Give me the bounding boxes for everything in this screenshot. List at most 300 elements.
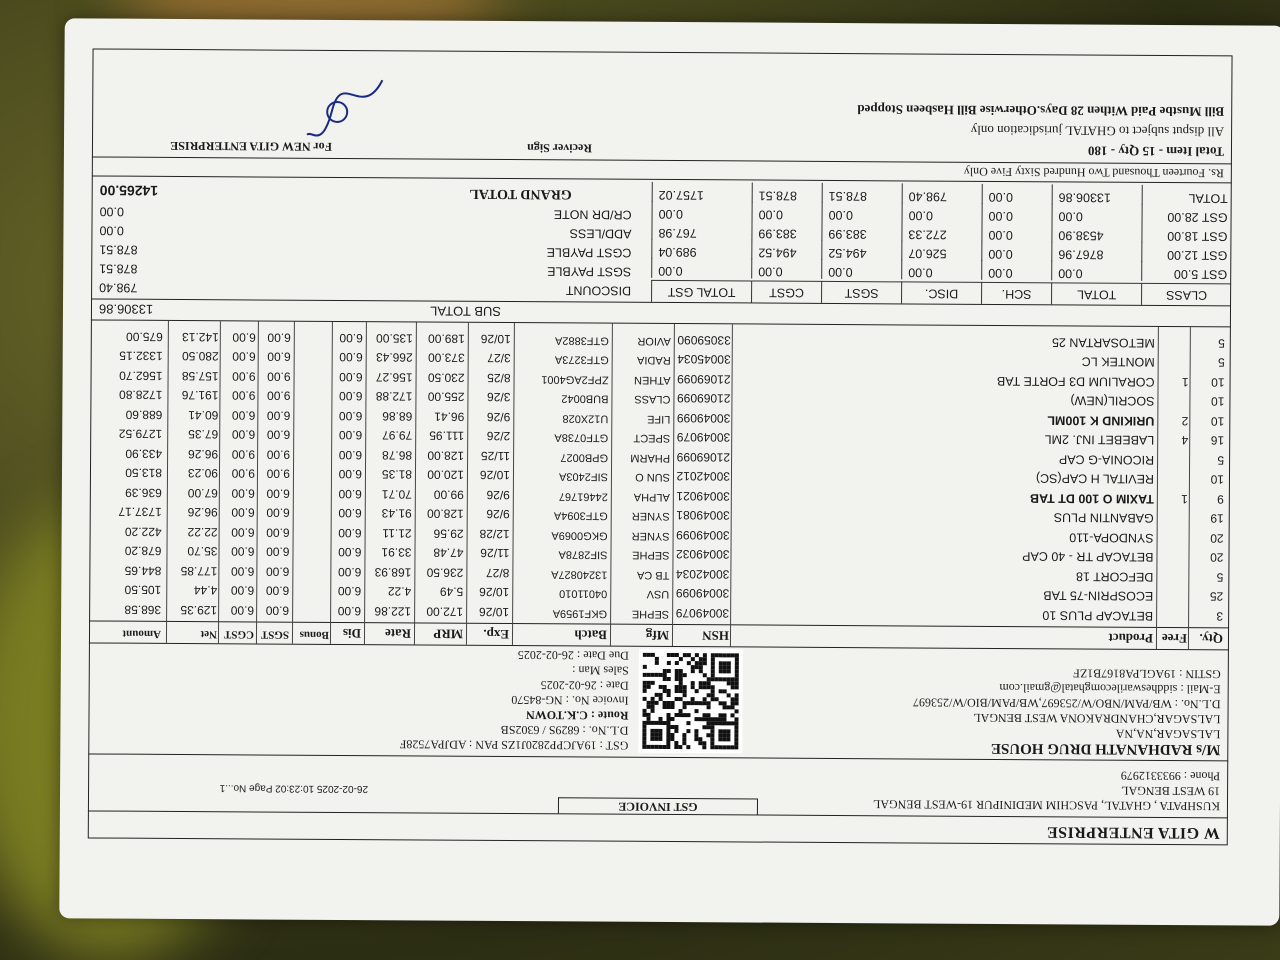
cell-exp: 11/25 [480, 448, 511, 464]
cell-batch: SIF2403A [559, 470, 609, 484]
cell-free: 2 [1181, 414, 1189, 429]
cell-net: 90.23 [187, 466, 219, 481]
gst-cell-tgst: 767.98 [651, 220, 751, 241]
cell-cgst: 9.00 [231, 447, 256, 462]
cell-qty: 9 [1217, 492, 1224, 507]
cell-net: 280.50 [181, 349, 219, 364]
cell-exp: 8/27 [485, 565, 510, 581]
cell-mfg: PHARM [630, 451, 671, 464]
cell-cgst: 6.00 [230, 603, 255, 618]
cell-cgst: 6.00 [231, 427, 256, 442]
cell-dis: 6.00 [338, 506, 362, 521]
cell-product: METOSARTAN 25 [1051, 335, 1155, 350]
cell-product: SOCRIL(NEW) [1070, 393, 1155, 409]
cell-exp: 9/26 [486, 507, 510, 522]
cell-qty: 16 [1210, 433, 1225, 448]
cell-exp: 9/26 [486, 409, 511, 425]
cell-hsn: 21069099 [677, 391, 731, 406]
gst-cell-cls: GST 12.00 [1141, 242, 1231, 263]
gst-cell-sgst: 0.00 [822, 202, 902, 222]
cell-batch: GKG0069A [551, 529, 608, 542]
cell-batch: GKF1959A [552, 607, 608, 620]
firm-email: E-Mail : siddheswarilecomghatal@gmail.com [999, 681, 1221, 697]
cell-cgst: 6.00 [231, 408, 256, 423]
cell-sgst: 6.00 [267, 330, 291, 345]
cell-batch: GTF3094A [553, 509, 608, 523]
cell-net: 4.44 [193, 583, 218, 598]
cell-mrp: 172.00 [426, 604, 464, 619]
cell-mrp: 5.49 [439, 585, 464, 600]
cell-dis: 6.00 [338, 486, 362, 502]
cell-rate: 156.27 [375, 370, 413, 385]
cell-rate: 266.43 [375, 350, 413, 365]
party-address-1: LALSAGAR,NA,NA [1115, 726, 1221, 742]
cell-amount: 678.20 [124, 544, 162, 559]
cell-mfg: SPECT [633, 432, 671, 445]
cell-cgst: 6.00 [230, 564, 255, 579]
column-header: CGST [223, 628, 255, 641]
invoice [88, 48, 1233, 845]
cell-dis: 6.00 [338, 408, 363, 424]
column-header: Batch [574, 627, 608, 643]
firm-dl-no: D.L.No. : WB/PAM/NBO/W/253697,WB/PAM/BIO/W/253697 [912, 695, 1221, 712]
cell-hsn: 21069099 [677, 372, 731, 387]
cell-amount: 1332.15 [119, 349, 163, 364]
cell-mfg: SEPHE [632, 549, 670, 562]
cell-qty: 10 [1211, 375, 1225, 390]
cell-mrp: 236.50 [426, 565, 464, 580]
cell-product: RICONIA-G CAP [1058, 452, 1155, 467]
gst-cell-sch: 0.00 [981, 241, 1051, 261]
party-details [913, 664, 1221, 756]
cell-rate: 68.86 [382, 409, 413, 424]
cell-amount: 422.20 [124, 524, 162, 539]
cell-net: 67.00 [187, 486, 218, 501]
sub-total-value: 13306.86 [98, 301, 154, 317]
cell-mrp: 230.50 [427, 370, 465, 385]
cell-cgst: 6.00 [230, 583, 255, 598]
column-header: Mfg [645, 627, 670, 643]
route: Route : C.K.TOWN [526, 708, 629, 723]
cell-mrp: 29.56 [433, 526, 464, 541]
cell-hsn: 30049099 [675, 586, 730, 601]
column-header: SGST [260, 628, 290, 641]
cell-qty: 10 [1211, 394, 1225, 409]
cell-net: 60.41 [188, 408, 219, 423]
gst-cell-total: 13306.86 [1052, 184, 1142, 205]
gst-cell-cls: GST 28.00 [1142, 204, 1232, 225]
gst-column-header: SCH. [981, 282, 1051, 304]
column-header: Exp. [483, 626, 510, 643]
cell-amount: 1562.70 [119, 368, 163, 383]
gst-cell-sgst: 383.99 [821, 221, 901, 241]
cell-net: 96.26 [188, 447, 219, 462]
cell-exp: 10/26 [479, 468, 511, 483]
summary-value: 798.40 [99, 280, 138, 295]
amount-in-words: Rs. Fourteen Thousand Two Hundred Sixty Five Only [92, 156, 1232, 183]
gst-cell-sch: 0.00 [981, 260, 1051, 280]
cell-sgst: 9.00 [266, 467, 291, 482]
cell-hsn: 30049079 [675, 606, 730, 621]
cell-cgst: 9.00 [232, 369, 256, 384]
cell-sgst: 6.00 [266, 486, 290, 501]
cell-mrp: 373.00 [427, 351, 465, 366]
cell-net: 35.70 [187, 544, 218, 559]
handwritten-signature [302, 70, 392, 141]
cell-product: REVITAL H CAP(SC) [1035, 471, 1155, 487]
cell-qty: 19 [1210, 511, 1224, 526]
cell-product: CORALIUM D3 FORTE TAB [996, 373, 1155, 389]
cell-dis: 6.00 [338, 545, 362, 560]
cell-rate: 21.11 [382, 526, 412, 541]
gst-cell-disc: 526.07 [901, 240, 981, 260]
cell-mfg: USV [646, 588, 670, 601]
cell-batch: U12X028 [562, 412, 609, 425]
cell-dis: 6.00 [339, 330, 363, 346]
cell-amount: 1279.52 [118, 427, 163, 442]
cell-cgst: 9.00 [232, 388, 256, 403]
cell-net: 67.35 [188, 427, 219, 442]
cell-exp: 8/25 [487, 370, 511, 386]
cell-exp: 12/28 [479, 526, 510, 542]
cell-mrp: 128.00 [427, 448, 465, 463]
cell-product: TAXIM O 100 DT TAB [1029, 491, 1154, 506]
cell-product: SYNDOPA-110 [1069, 530, 1154, 545]
cell-mrp: 99.00 [433, 487, 464, 502]
summary-label: ADD/LESS [569, 226, 632, 241]
gst-cell-sgst: 494.52 [821, 240, 901, 260]
cell-free: 1 [1181, 375, 1189, 390]
cell-exp: 11/26 [480, 546, 510, 561]
column-header: Qty. [1199, 631, 1224, 647]
summary-label: CR/DR NOTE [553, 207, 632, 222]
cell-net: 142.13 [182, 330, 219, 345]
cell-batch: ZPF2AG4001 [541, 373, 609, 386]
party-dl: D.L.No. : 6829S / 6302SB [500, 722, 629, 738]
cell-rate: 122.86 [374, 604, 412, 619]
cell-hsn: 30042034 [675, 567, 730, 582]
cell-free: 1 [1181, 492, 1188, 507]
cell-dis: 6.00 [337, 564, 362, 580]
gst-summary-table [91, 178, 1232, 305]
gst-column-header: TOTAL GST [651, 280, 751, 303]
cell-free: 4 [1181, 433, 1189, 448]
cell-product: URIKIND K 100ML [1047, 413, 1155, 428]
cell-mrp: 128.00 [426, 507, 464, 522]
invoice-paper [59, 18, 1280, 925]
cell-qty: 5 [1218, 336, 1225, 351]
cell-qty: 10 [1210, 414, 1225, 429]
cell-mrp: 189.00 [428, 331, 465, 346]
cell-sgst: 6.00 [266, 506, 290, 521]
receiver-sign: Reciver Sign [527, 141, 593, 156]
cell-cgst: 6.00 [231, 525, 255, 540]
cell-mfg: SUN O [635, 471, 671, 484]
cell-net: 191.76 [181, 388, 219, 403]
cell-hsn: 30049099 [676, 528, 730, 543]
cell-batch: GTF3882A [554, 334, 609, 347]
cell-batch: GPB0027 [560, 451, 609, 464]
cell-hsn: 30049079 [676, 430, 731, 445]
doc-title: GST INVOICE [558, 797, 758, 814]
gst-cell-tgst: 1757.02 [652, 182, 752, 203]
cell-cgst: 6.00 [232, 330, 256, 345]
cell-mrp: 255.00 [427, 390, 465, 405]
column-header: Amount [122, 627, 162, 640]
grand-total-label: GRAND TOTAL [469, 185, 572, 202]
cell-product: BETACAP TR - 40 CAP [1022, 549, 1154, 565]
party-address-2: LALSAGAR,CHANDRAKONA WEST BENGAL [973, 710, 1221, 727]
cell-sgst: 9.00 [266, 447, 291, 462]
cell-hsn: 30042012 [676, 469, 731, 484]
firm-state: 19 WEST BENGAL [1121, 783, 1221, 799]
cell-hsn: 33059090 [677, 333, 731, 348]
cell-net: 157.58 [181, 369, 219, 384]
cell-sgst: 6.00 [265, 564, 290, 579]
party-section [88, 642, 1229, 761]
cell-rate: 33.91 [381, 545, 412, 560]
party-name: M/s RADHANATH DRUG HOUSE [990, 739, 1221, 758]
firm-address-block [873, 766, 1220, 813]
cell-product: BETACAP PLUS 10 [1042, 608, 1154, 623]
qr-code [638, 649, 743, 754]
invoice-date: Date : 26-02-2025 [540, 678, 629, 693]
cell-amount: 688.60 [125, 407, 163, 422]
cell-product: ECOSPRIN-75 TAB [1043, 588, 1154, 604]
gst-column-header: CLASS [1141, 283, 1231, 306]
gst-cell-cls: TOTAL [1142, 185, 1232, 206]
gst-cell-disc: 272.33 [901, 221, 981, 241]
gst-column-header: TOTAL [1051, 282, 1141, 305]
cell-qty: 3 [1216, 609, 1224, 624]
cell-mrp: 120.00 [427, 468, 465, 483]
cell-product: LABEBET INJ. 2ML [1044, 432, 1155, 448]
cell-mrp: 47.48 [433, 546, 464, 561]
gst-cell-sch: 0.00 [982, 184, 1052, 204]
cell-cgst: 6.00 [231, 486, 255, 501]
grand-total-value: 14265.00 [99, 182, 159, 199]
cell-mrp: 96.41 [434, 409, 465, 424]
cell-batch: 24461767 [558, 490, 608, 503]
gst-cell-sgst: 0.00 [821, 259, 901, 279]
cell-qty: 20 [1210, 531, 1224, 546]
cell-qty: 25 [1209, 589, 1224, 604]
cell-cgst: 6.00 [231, 505, 255, 520]
column-header: Product [1108, 630, 1154, 646]
firm-phone: Phone : 9933312979 [1120, 768, 1221, 784]
cell-batch: GTF3273A [554, 353, 609, 367]
firm-name: W GITA ENTERPRISE [88, 810, 1228, 845]
gst-column-header: CGST [751, 280, 821, 302]
party-gst: GST : 19AJCPP2820J1ZS PAN : ADJPA7528F [399, 737, 629, 753]
cell-cgst: 9.00 [231, 466, 256, 481]
cell-amount: 844.65 [124, 563, 162, 578]
cell-cgst: 6.00 [232, 349, 256, 364]
cell-dis: 6.00 [337, 603, 362, 619]
for-firm-sign: For NEW GITA ENTERPRISE [170, 138, 333, 154]
cell-dis: 6.00 [337, 584, 362, 599]
summary-value: 0.00 [99, 204, 124, 219]
cell-rate: 86.78 [382, 448, 413, 463]
gst-cell-tgst: 989.04 [651, 239, 751, 260]
column-header: Rate [384, 626, 412, 642]
cell-product: GABANTIN PLUS [1053, 510, 1154, 526]
gst-cell-sch: 0.00 [982, 203, 1052, 223]
cell-rate: 172.88 [375, 389, 413, 404]
cell-mfg: SEPHE [631, 607, 670, 620]
cell-batch: GTF0738A [554, 431, 609, 445]
cell-amount: 433.90 [125, 446, 163, 461]
cell-batch: SIF2878A [558, 548, 608, 562]
gst-cell-cgst: 383.99 [751, 220, 821, 240]
cell-rate: 70.71 [381, 487, 412, 502]
cell-rate: 168.93 [374, 565, 412, 580]
gst-cell-cgst: 878.51 [752, 182, 822, 202]
summary-value: 0.00 [99, 223, 124, 238]
column-header: MRP [433, 626, 464, 642]
cell-sgst: 6.00 [265, 584, 290, 599]
sub-total-label: SUB TOTAL [430, 303, 502, 319]
gst-cell-total: 0.00 [1051, 260, 1141, 281]
cell-mfg: TB CA [636, 568, 670, 581]
summary-value: 878.51 [99, 242, 138, 257]
gst-cell-total: 4538.90 [1051, 222, 1141, 243]
gst-cell-sch: 0.00 [981, 222, 1051, 242]
cell-mfg: LIFE [647, 412, 671, 425]
cell-sgst: 9.00 [267, 369, 291, 384]
cell-dis: 6.00 [339, 350, 363, 365]
sales-man: Sales Man : [572, 663, 629, 678]
cell-exp: 3/26 [487, 390, 511, 405]
cell-exp: 10/26 [479, 585, 510, 600]
totals-line: Total Item - 15 Qty - 180 [1087, 143, 1225, 160]
cell-dis: 6.00 [339, 369, 363, 385]
cell-mfg: ATHEN [634, 373, 671, 386]
gst-cell-disc: 798.40 [902, 183, 982, 203]
footer-terms [857, 99, 1224, 161]
firm-gstin: GSTIN : 19AGLPA8167B1ZF [1073, 666, 1221, 682]
cell-exp: 9/26 [486, 487, 510, 503]
cell-hsn: 21069099 [676, 450, 731, 465]
cell-dis: 6.00 [338, 447, 363, 463]
cell-dis: 6.00 [339, 389, 363, 404]
cell-rate: 91.43 [381, 506, 412, 521]
cell-rate: 81.35 [381, 467, 413, 482]
gst-cell-disc: 0.00 [901, 259, 981, 279]
cell-rate: 4.22 [387, 584, 412, 599]
gst-cell-cgst: 494.52 [751, 239, 821, 259]
summary-label: DISCOUNT [565, 283, 632, 298]
cell-dis: 6.00 [338, 525, 362, 541]
column-header: HSN [702, 628, 730, 644]
gst-cell-total: 8767.96 [1051, 241, 1141, 262]
print-timestamp: 26-02-2025 10:23:02 Page No...1 [219, 782, 369, 795]
gst-cell-cls: GST 18.00 [1141, 223, 1231, 244]
cell-dis: 6.00 [338, 428, 363, 443]
cell-sgst: 6.00 [265, 603, 290, 618]
cell-amount: 105.50 [124, 583, 162, 598]
cell-dis: 6.00 [338, 467, 363, 482]
cell-sgst: 6.00 [266, 408, 291, 423]
cell-qty: 5 [1217, 355, 1225, 370]
gst-cell-cls: GST 5.00 [1141, 261, 1231, 282]
cell-mfg: RADIA [637, 354, 671, 367]
gst-column-header: SGST [821, 281, 901, 303]
terms-payment: Bill Mustbe Paid Withen 28 Days.Otherwise Bill Hasbeen Stopped [857, 102, 1225, 120]
cell-qty: 20 [1210, 550, 1224, 565]
firm-address: KUSHPATA , GHATAL, PASCHIM MEDINIPUR 19-WEST BENGAL [872, 797, 1221, 814]
cell-amount: 813.50 [125, 466, 163, 481]
cell-rate: 79.97 [382, 428, 413, 443]
cell-sgst: 6.00 [266, 545, 290, 560]
cell-amount: 1737.17 [118, 505, 162, 520]
cell-mrp: 111.95 [429, 429, 465, 444]
cell-sgst: 6.00 [266, 525, 290, 540]
cell-product: MONTEK LC [1081, 355, 1155, 370]
gst-cell-cgst: 0.00 [752, 201, 822, 221]
cell-sgst: 6.00 [267, 350, 291, 365]
gst-cell-total: 0.00 [1052, 203, 1142, 224]
cell-hsn: 30049032 [676, 547, 730, 562]
invoice-no: Invoice No. : NG-84570 [511, 693, 629, 708]
cell-amount: 675.00 [126, 329, 163, 344]
cell-cgst: 6.00 [231, 544, 255, 559]
summary-label: CGST PAYBLE [546, 245, 632, 260]
cell-hsn: 30049021 [676, 489, 730, 504]
gst-cell-cgst: 0.00 [751, 258, 821, 278]
cell-mfg: AVIOR [637, 334, 671, 347]
cell-net: 177.85 [180, 564, 218, 579]
cell-hsn: 30049081 [676, 508, 730, 523]
cell-mfg: ALPHA [633, 490, 670, 503]
gst-cell-tgst: 0.00 [652, 201, 752, 222]
summary-value: 878.51 [99, 261, 138, 276]
cell-sgst: 6.00 [266, 428, 291, 443]
cell-hsn: 30049099 [676, 411, 731, 426]
cell-exp: 10/26 [479, 604, 510, 620]
cell-batch: 13240827A [551, 568, 608, 581]
cell-rate: 135.00 [376, 331, 413, 346]
due-date: Due Date : 26-02-2025 [517, 648, 629, 663]
gst-cell-sgst: 878.51 [822, 183, 902, 203]
cell-hsn: 30045034 [677, 352, 731, 367]
column-header: Dis [342, 625, 362, 642]
invoice-meta [400, 646, 629, 752]
cell-batch: BUB0042 [561, 392, 609, 406]
column-header: Bonus [299, 628, 330, 641]
cell-qty: 5 [1216, 570, 1224, 585]
cell-exp: 2/26 [486, 429, 511, 444]
cell-mfg: SYNER [631, 510, 670, 523]
gst-cell-disc: 0.00 [902, 202, 982, 222]
cell-net: 96.26 [187, 505, 218, 520]
cell-net: 22.22 [187, 525, 218, 540]
cell-mfg: SYNER [631, 529, 670, 542]
terms-jurisdiction: All disput subject to GHATAL jurisdication only [970, 122, 1225, 140]
gst-column-header: DISC. [901, 281, 981, 303]
column-header: Net [200, 628, 218, 641]
summary-label: SGST PAYBLE [547, 264, 632, 279]
cell-product: DEFCORT 18 [1075, 569, 1154, 584]
cell-net: 129.35 [180, 603, 218, 618]
column-header: Free [1161, 630, 1188, 647]
cell-amount: 368.58 [124, 602, 162, 617]
cell-qty: 10 [1210, 472, 1225, 487]
cell-exp: 3/27 [487, 351, 511, 366]
cell-exp: 10/26 [480, 331, 511, 347]
cell-amount: 636.39 [125, 485, 162, 500]
cell-mfg: CLASS [634, 393, 671, 406]
